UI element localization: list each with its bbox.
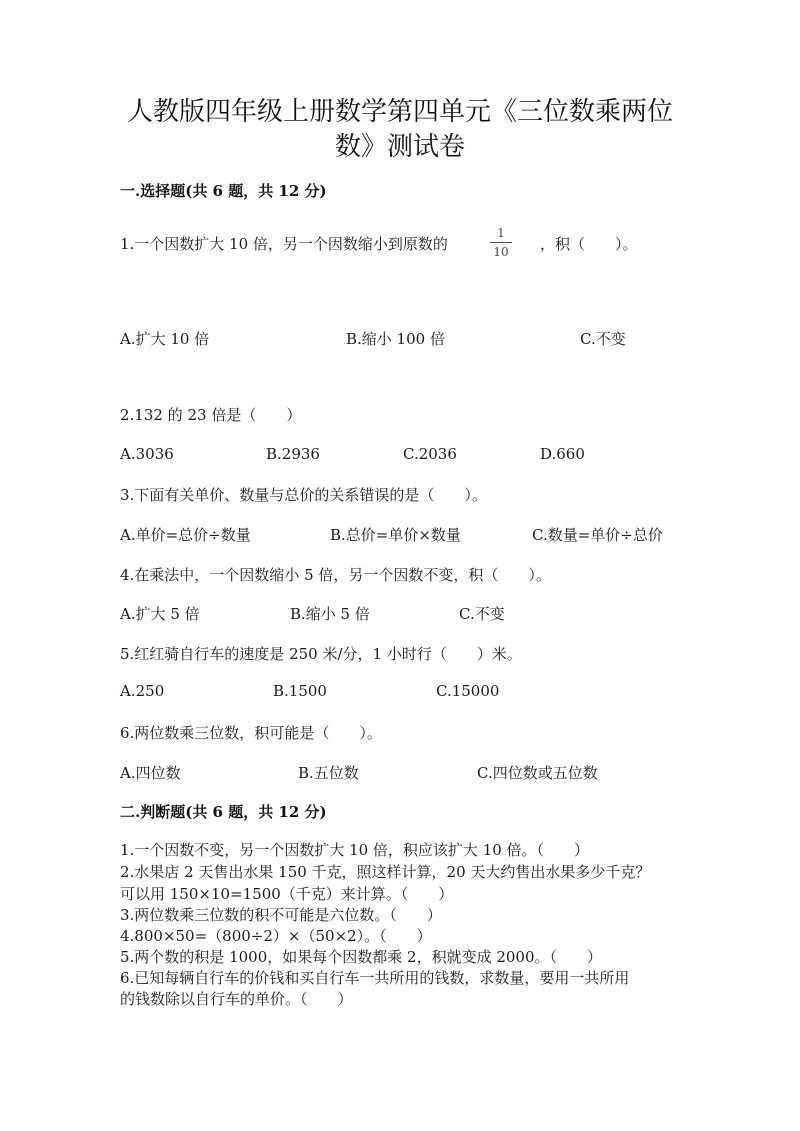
question-1-option-a: A.扩大 10 倍 [120,330,210,348]
question-4-option-b: B.缩小 5 倍 [290,605,370,623]
fraction-numerator: 1 [497,226,505,240]
question-2-option-c: C.2036 [403,445,457,463]
fraction-one-tenth [488,226,514,259]
question-1-option-c: C.不变 [580,330,626,348]
question-6-option-c: C.四位数或五位数 [477,764,598,782]
page-title-line-1: 人教版四年级上册数学第四单元《三位数乘两位 [126,97,673,127]
judge-line-6: 5.两个数的积是 1000，如果每个因数都乘 2，积就变成 2000。（ ） [120,948,603,966]
judge-line-1: 1.一个因数不变，另一个因数扩大 10 倍，积应该扩大 10 倍。（ ） [120,841,590,859]
question-2-text: 2.132 的 23 倍是（ ） [120,406,302,424]
question-6-option-b: B.五位数 [298,764,359,782]
question-1-option-b: B.缩小 100 倍 [346,330,445,348]
question-3-option-b: B.总价=单价×数量 [330,526,461,544]
question-5-text: 5.红红骑自行车的速度是 250 米/分，1 小时行（ ）米。 [120,645,522,663]
section-2-heading: 二.判断题(共 6 题，共 12 分) [120,803,327,821]
question-2-option-b: B.2936 [266,445,320,463]
question-1-text-before: 1.一个因数扩大 10 倍，另一个因数缩小到原数的 [120,235,448,253]
question-4-text: 4.在乘法中，一个因数缩小 5 倍，另一个因数不变，积（ ）。 [120,566,551,584]
question-2-option-a: A.3036 [120,445,174,463]
question-4-option-c: C.不变 [459,605,505,623]
question-4-option-a: A.扩大 5 倍 [120,605,200,623]
question-5-option-b: B.1500 [273,682,327,700]
fraction-denominator: 10 [493,245,509,259]
judge-line-7: 6.已知每辆自行车的价钱和买自行车一共所用的钱数，求数量，要用一共所用 [120,969,630,987]
question-5-option-c: C.15000 [436,682,500,700]
judge-line-4: 3.两位数乘三位数的积不可能是六位数。（ ） [120,906,442,924]
judge-line-3: 可以用 150×10=1500（千克）来计算。（ ） [120,885,454,903]
question-3-text: 3.下面有关单价、数量与总价的关系错误的是（ ）。 [120,486,487,504]
question-2-option-d: D.660 [540,445,585,463]
fraction-bar [490,242,512,243]
question-1-text-after: ，积（ ）。 [540,235,638,253]
judge-line-8: 的钱数除以自行车的单价。（ ） [120,990,353,1008]
question-3-option-c: C.数量=单价÷总价 [532,526,663,544]
judge-line-5: 4.800×50=（800÷2）×（50×2）。（ ） [120,927,432,945]
question-5-option-a: A.250 [120,682,165,700]
question-6-text: 6.两位数乘三位数，积可能是（ ）。 [120,724,382,742]
question-6-option-a: A.四位数 [120,764,181,782]
question-3-option-a: A.单价=总价÷数量 [120,526,251,544]
judge-line-2: 2.水果店 2 天售出水果 150 千克，照这样计算，20 天大约售出水果多少千克？ [120,863,651,881]
page-title-line-2: 数》测试卷 [334,132,465,162]
section-1-heading: 一.选择题(共 6 题，共 12 分) [120,182,327,200]
